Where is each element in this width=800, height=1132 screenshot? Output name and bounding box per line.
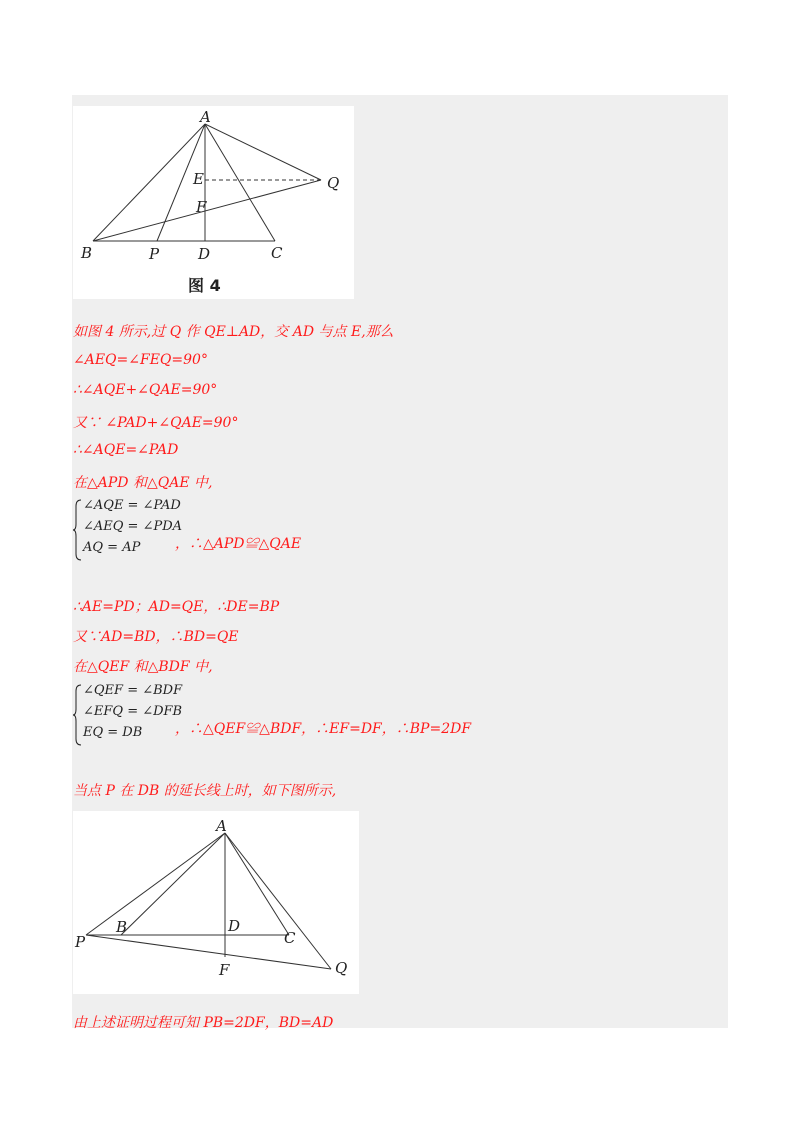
label-D: D <box>228 917 241 935</box>
proof-line-7: ∴AE=PD；AD=QE，∴DE=BP <box>73 599 280 615</box>
label-P: P <box>149 245 160 263</box>
label-F: F <box>219 961 230 979</box>
figure-4-diagram <box>73 106 354 299</box>
system-1-row-3: AQ = AP <box>83 540 141 555</box>
segment-BQ <box>93 180 321 241</box>
label-Q: Q <box>335 959 348 977</box>
brace-icon <box>73 683 83 747</box>
label-A: A <box>200 108 211 126</box>
label-C: C <box>284 929 296 947</box>
label-C: C <box>271 244 283 262</box>
label-D: D <box>198 245 211 263</box>
proof-line-11: 由上述证明过程可知 PB=2DF，BD=AD <box>73 1015 334 1031</box>
segment-AC <box>205 124 275 241</box>
system-2-row-1: ∠QEF = ∠BDF <box>83 683 183 698</box>
label-A: A <box>216 817 227 835</box>
proof-line-4: 又∵ ∠PAD+∠QAE=90° <box>73 415 239 431</box>
brace-icon <box>73 498 83 562</box>
label-E: E <box>193 170 204 188</box>
label-B: B <box>81 244 93 262</box>
segment-AB <box>121 833 225 935</box>
figure-extension-case <box>73 811 359 994</box>
proof-line-10: 当点 P 在 DB 的延长线上时，如下图所示, <box>73 783 337 799</box>
segment-AQ <box>225 833 331 969</box>
proof-line-2: ∠AEQ=∠FEQ=90° <box>73 352 208 368</box>
label-F: F <box>196 198 207 216</box>
segment-AQ <box>205 124 321 180</box>
proof-line-3: ∴∠AQE+∠QAE=90° <box>73 382 218 398</box>
system-2-row-3: EQ = DB <box>83 725 143 740</box>
system-2-conclusion: ，∴△QEF≌△BDF，∴EF=DF，∴BP=2DF <box>175 721 472 737</box>
proof-line-5: ∴∠AQE=∠PAD <box>73 442 179 458</box>
segment-AB <box>93 124 205 241</box>
proof-line-6: 在△APD 和△QAE 中, <box>73 475 213 491</box>
system-1-conclusion: ，∴△APD≌△QAE <box>175 536 302 552</box>
segment-AP <box>86 833 225 935</box>
system-2-row-2: ∠EFQ = ∠DFB <box>83 704 183 719</box>
label-P: P <box>75 933 86 951</box>
proof-line-9: 在△QEF 和△BDF 中, <box>73 659 213 675</box>
proof-line-1: 如图 4 所示,过 Q 作 QE⊥AD，交 AD 与点 E,那么 <box>73 324 394 340</box>
label-B: B <box>116 918 128 936</box>
label-Q: Q <box>327 174 340 192</box>
system-1-row-2: ∠AEQ = ∠PDA <box>83 519 183 534</box>
system-1-row-1: ∠AQE = ∠PAD <box>83 498 181 513</box>
proof-line-8: 又∵AD=BD，∴BD=QE <box>73 629 239 645</box>
figure-caption: 图 4 <box>188 276 221 295</box>
figure-2-diagram <box>73 811 359 994</box>
figure-4 <box>73 106 354 299</box>
